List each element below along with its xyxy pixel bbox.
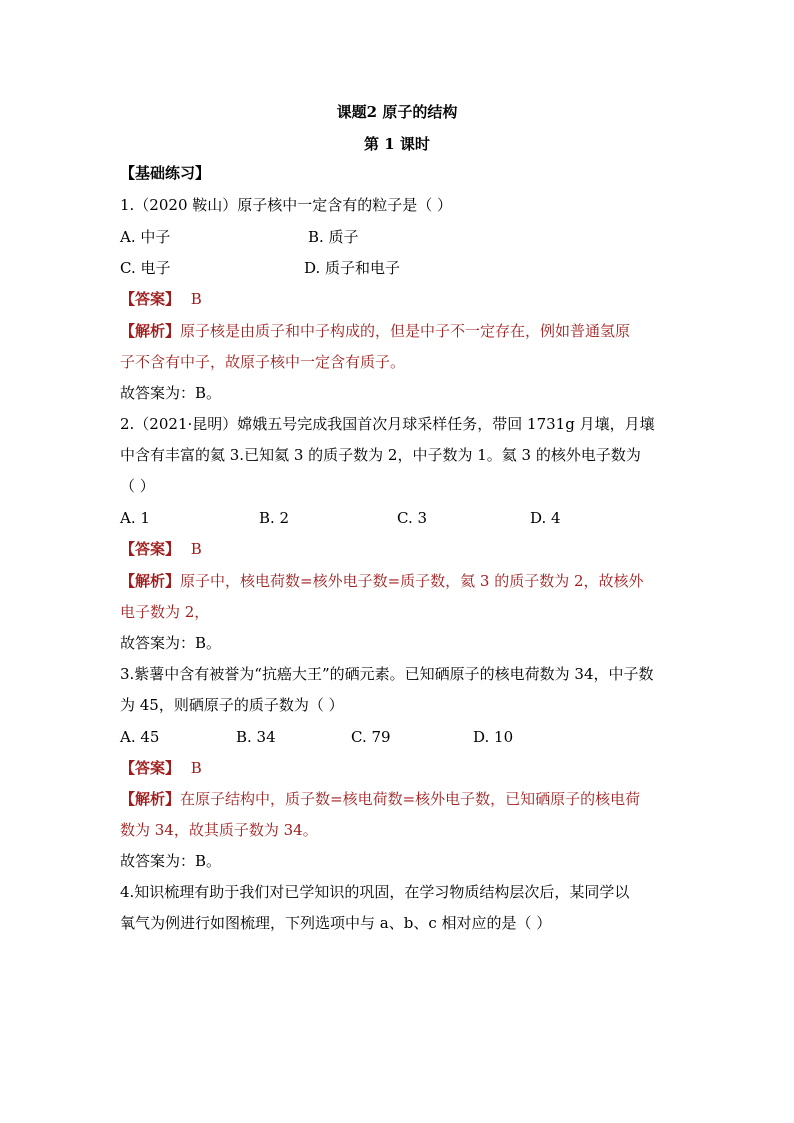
q2-conclusion: 故答案为：B。 — [120, 634, 222, 652]
q3-option-c: C. 79 — [351, 728, 391, 746]
q1-analysis-line-2: 子不含有中子，故原子核中一定含有质子。 — [120, 353, 406, 371]
question-2-line-1: 2.（2021·昆明）嫦娥五号完成我国首次月球采样任务，带回 1731g 月壤，月壤 — [120, 415, 655, 433]
q2-answer-row — [120, 539, 202, 559]
answer-value: B — [190, 759, 202, 777]
q2-option-b: B. 2 — [259, 509, 290, 527]
question-1-line-1: 1.（2020 鞍山）原子核中一定含有的粒子是（ ） — [120, 196, 453, 214]
q1-option-b: B. 质子 — [308, 228, 359, 246]
question-4-line-2: 氧气为例进行如图梳理，下列选项中与 a、b、c 相对应的是（ ） — [120, 914, 552, 932]
q1-conclusion: 故答案为：B。 — [120, 384, 222, 402]
q2-option-c: C. 3 — [397, 509, 428, 527]
answer-label: 【答案】 — [120, 290, 181, 308]
analysis-text: 原子核是由质子和中子构成的，但是中子不一定存在，例如普通氢原 — [180, 322, 631, 340]
analysis-text: 原子中，核电荷数=核外电子数=质子数，氦 3 的质子数为 2，故核外 — [180, 572, 644, 590]
q1-option-c: C. 电子 — [120, 259, 171, 277]
q3-answer-row — [120, 758, 202, 778]
question-3-line-2: 为 45，则硒原子的质子数为（ ） — [120, 696, 344, 714]
answer-label: 【答案】 — [120, 759, 181, 777]
question-2-line-3: （ ） — [120, 477, 155, 495]
q2-analysis-line-2: 电子数为 2， — [120, 603, 210, 621]
analysis-label: 【解析】 — [120, 572, 181, 590]
analysis-label: 【解析】 — [120, 790, 181, 808]
q3-option-d: D. 10 — [473, 728, 514, 746]
q3-analysis-line-1 — [120, 789, 640, 809]
q1-analysis-line-1 — [120, 321, 630, 341]
answer-value: B — [190, 290, 202, 308]
q2-option-d: D. 4 — [530, 509, 561, 527]
lesson-title: 课题2 原子的结构 — [336, 103, 458, 121]
question-2-line-2: 中含有丰富的氦 3.已知氦 3 的质子数为 2，中子数为 1。氦 3 的核外电子数为 — [120, 446, 641, 464]
analysis-label: 【解析】 — [120, 322, 181, 340]
q2-option-a: A. 1 — [120, 509, 150, 527]
q1-answer-row — [120, 289, 202, 309]
analysis-text: 在原子结构中，质子数=核电荷数=核外电子数，已知硒原子的核电荷 — [180, 790, 641, 808]
question-4-line-1: 4.知识梳理有助于我们对已学知识的巩固，在学习物质结构层次后，某同学以 — [120, 883, 630, 901]
q3-analysis-line-2: 数为 34，故其质子数为 34。 — [120, 821, 318, 839]
q2-analysis-line-1 — [120, 571, 644, 591]
q3-option-a: A. 45 — [120, 728, 160, 746]
q1-option-a: A. 中子 — [120, 228, 171, 246]
question-3-line-1: 3.紫薯中含有被誉为“抗癌大王”的硒元素。已知硒原子的核电荷数为 34，中子数 — [120, 665, 654, 683]
answer-value: B — [190, 540, 202, 558]
answer-label: 【答案】 — [120, 540, 181, 558]
q3-conclusion: 故答案为：B。 — [120, 852, 222, 870]
lesson-subtitle: 第 1 课时 — [364, 135, 430, 153]
section-heading: 【基础练习】 — [120, 164, 211, 182]
q1-option-d: D. 质子和电子 — [304, 259, 401, 277]
q3-option-b: B. 34 — [236, 728, 276, 746]
